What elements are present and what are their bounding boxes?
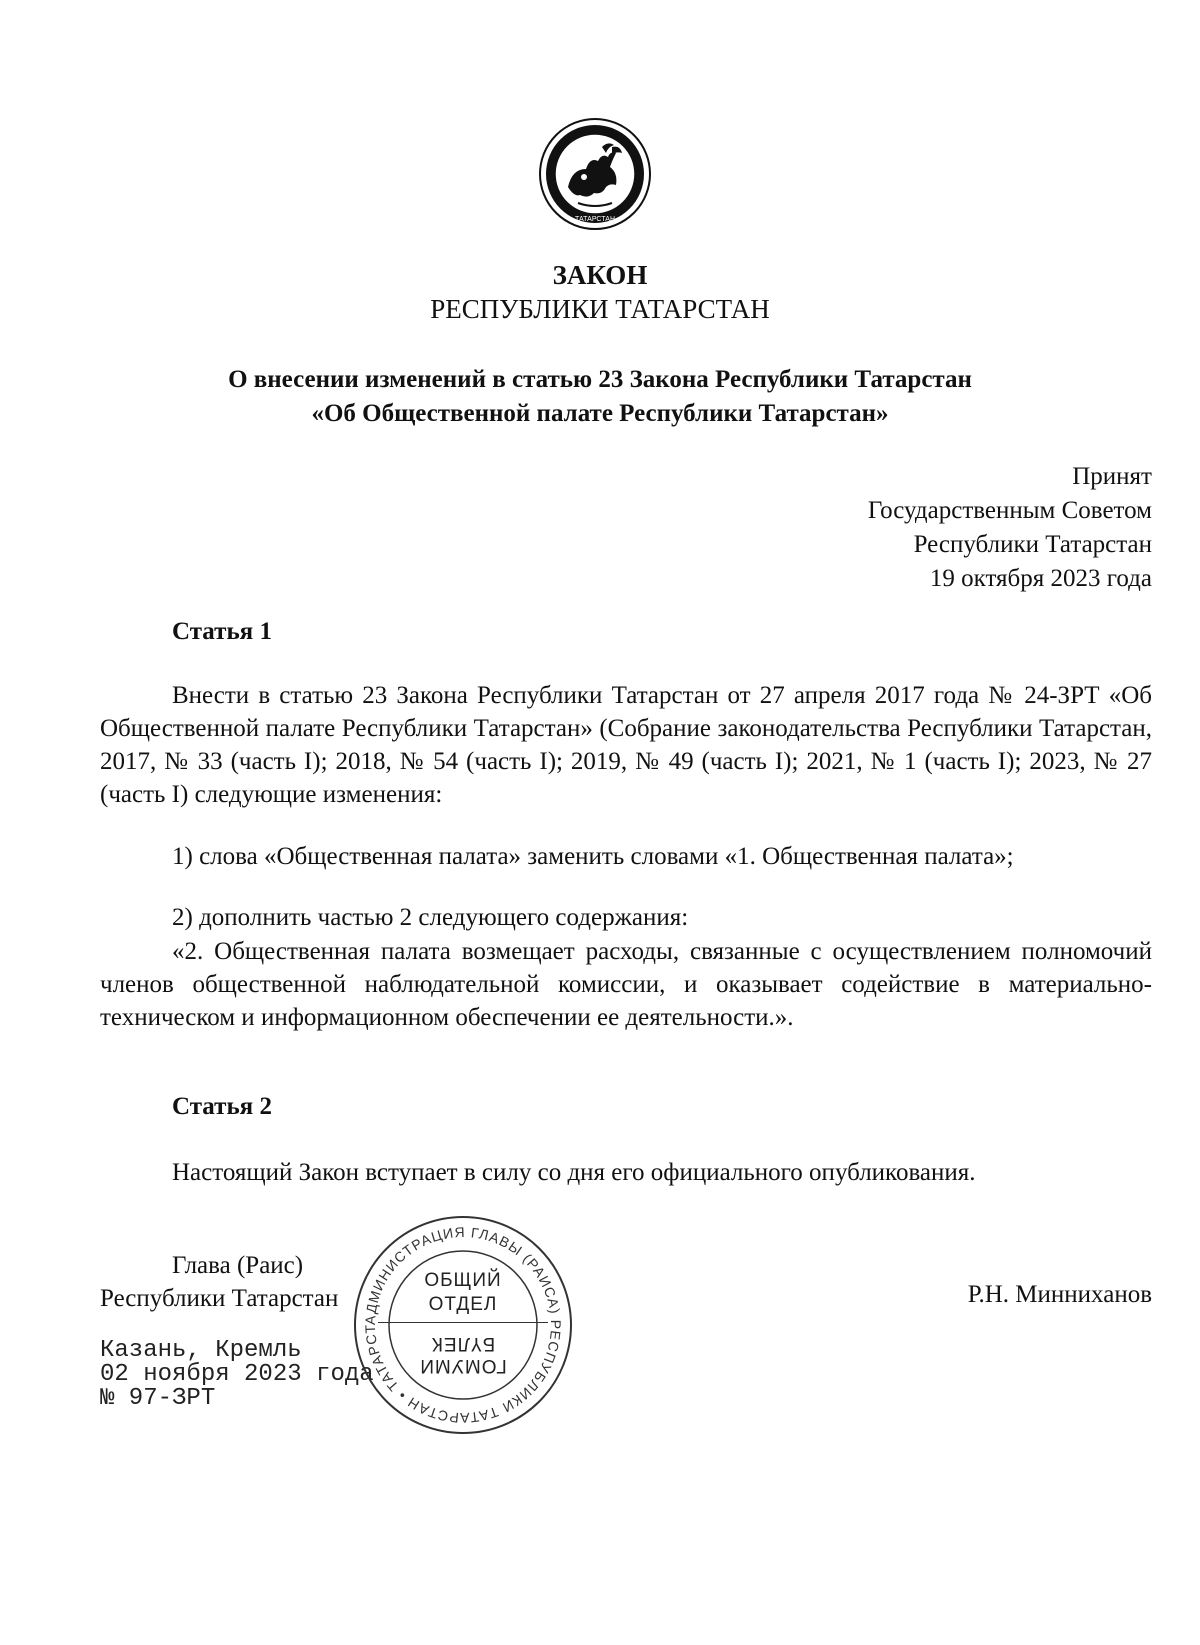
coat-of-arms-icon bbox=[538, 117, 652, 231]
article-2-heading: Статья 2 bbox=[172, 1093, 272, 1120]
subject-line: «Об Общественной палате Республики Татарстан» bbox=[311, 400, 889, 427]
signatory-name: Р.Н. Минниханов bbox=[967, 1281, 1152, 1308]
place: Казань, Кремль bbox=[100, 1337, 302, 1364]
stamp-divider bbox=[378, 1322, 548, 1323]
signatory-position bbox=[100, 1249, 338, 1315]
position-line: Республики Татарстан bbox=[100, 1285, 339, 1312]
stamp-line: ОТДЕЛ bbox=[428, 1294, 498, 1315]
adoption-line: Республики Татарстан bbox=[913, 531, 1152, 558]
stamp-line: ОБЩИЙ bbox=[424, 1270, 502, 1291]
adoption-line: Государственным Советом bbox=[867, 497, 1152, 524]
law-subject bbox=[0, 363, 1200, 431]
subject-line: О внесении изменений в статью 23 Закона Республики Татарстан bbox=[228, 366, 972, 393]
adoption-date: 19 октября 2023 года bbox=[929, 565, 1152, 592]
adoption-block bbox=[868, 460, 1152, 596]
law-number: № 97-ЗРТ bbox=[100, 1385, 216, 1412]
stamp-ring-text: АДМИНИСТРАЦИЯ ГЛАВЫ (РАИСА) РЕСПУБЛИКИ ТАТАРСТАН • ТАТАРСТ bbox=[361, 1223, 565, 1427]
law-title: ЗАКОН bbox=[552, 260, 648, 290]
position-line: Глава (Раис) bbox=[172, 1252, 304, 1279]
adoption-line: Принят bbox=[1072, 463, 1152, 490]
article-1-item-2: 2) дополнить частью 2 следующего содержания: bbox=[172, 904, 689, 931]
article-1-item-2-text: «2. Общественная палата возмещает расходы, связанные с осуществлением полномочий членов общественной наблюдательной комиссии, и оказывает содействие в материально-техническом и информационном обеспечении ее деятельности.». bbox=[100, 938, 1152, 1031]
article-2-text: Настоящий Закон вступает в силу со дня его официального опубликования. bbox=[172, 1159, 976, 1186]
stamp-line-mirrored: ГОМУМИ bbox=[419, 1355, 507, 1376]
stamp-line-mirrored: БҮЛЕК bbox=[430, 1333, 496, 1354]
place-date-block bbox=[100, 1339, 374, 1411]
article-1-heading: Статья 1 bbox=[172, 618, 272, 645]
stamp-seal-icon bbox=[348, 1210, 578, 1440]
law-subtitle: РЕСПУБЛИКИ ТАТАРСТАН bbox=[430, 294, 770, 324]
signing-date: 02 ноября 2023 года bbox=[100, 1361, 374, 1388]
article-1-intro: Внести в статью 23 Закона Республики Татарстан от 27 апреля 2017 года № 24-ЗРТ «Об Общественной палате Республики Татарстан» (Собрание законодательства Республики Татарстан, 2017, № 33 (часть I); 2018, № 54 (часть I); 2019, № 49 (часть I); 2021, № 1 (часть I); 2023, № 27 (часть I) следующие изменения: bbox=[100, 682, 1152, 808]
emblem-ring-text: ТАТАРСТАН bbox=[574, 216, 616, 223]
article-1-item-1: 1) слова «Общественная палата» заменить словами «1. Общественная палата»; bbox=[172, 843, 1014, 870]
official-stamp bbox=[348, 1210, 578, 1440]
